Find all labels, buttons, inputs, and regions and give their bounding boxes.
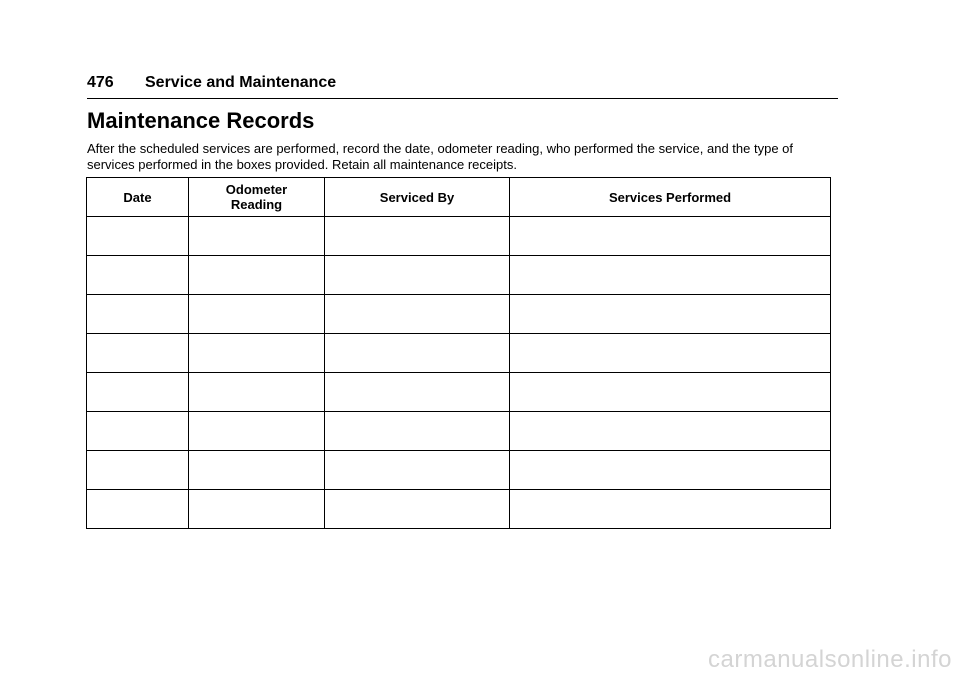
cell-services-performed — [510, 451, 831, 490]
cell-services-performed — [510, 490, 831, 529]
maintenance-records-table — [86, 177, 831, 529]
cell-services-performed — [510, 373, 831, 412]
cell-serviced-by — [325, 490, 510, 529]
page-number: 476 — [87, 74, 114, 91]
column-header-date — [87, 178, 189, 217]
cell-serviced-by — [325, 451, 510, 490]
cell-serviced-by — [325, 256, 510, 295]
cell-serviced-by — [325, 373, 510, 412]
column-header-services-performed — [510, 178, 831, 217]
column-header-label: Odometer — [225, 182, 288, 197]
column-header-label: Serviced By — [379, 189, 455, 205]
cell-date — [87, 334, 189, 373]
cell-odometer-reading — [189, 256, 325, 295]
cell-date — [87, 217, 189, 256]
intro-paragraph: After the scheduled services are performed, record the date, odometer reading, who performed the service, and the type of services performed in the boxes provided. Retain all maintenance receipts. — [87, 141, 793, 172]
cell-services-performed — [510, 334, 831, 373]
cell-serviced-by — [325, 334, 510, 373]
cell-services-performed — [510, 412, 831, 451]
column-header-odometer-reading — [189, 178, 325, 217]
cell-services-performed — [510, 295, 831, 334]
table-row — [87, 334, 831, 373]
table-row — [87, 217, 831, 256]
column-header-label: Date — [123, 189, 152, 205]
cell-date — [87, 256, 189, 295]
table-row — [87, 295, 831, 334]
cell-serviced-by — [325, 295, 510, 334]
cell-odometer-reading — [189, 334, 325, 373]
table-header-row — [87, 178, 831, 217]
table-body — [87, 217, 831, 529]
table-row — [87, 490, 831, 529]
cell-serviced-by — [325, 217, 510, 256]
cell-odometer-reading — [189, 373, 325, 412]
column-header-label: Services Performed — [608, 189, 732, 205]
page-header — [87, 72, 838, 99]
column-header-serviced-by — [325, 178, 510, 217]
table-row — [87, 412, 831, 451]
cell-date — [87, 373, 189, 412]
table-row — [87, 373, 831, 412]
cell-odometer-reading — [189, 217, 325, 256]
cell-services-performed — [510, 217, 831, 256]
watermark: carmanualsonline.info — [708, 646, 952, 673]
section-title: Maintenance Records — [87, 108, 315, 133]
cell-odometer-reading — [189, 490, 325, 529]
chapter-title: Service and Maintenance — [145, 74, 337, 91]
column-header-label: Reading — [230, 197, 283, 212]
cell-date — [87, 451, 189, 490]
cell-odometer-reading — [189, 412, 325, 451]
table-row — [87, 451, 831, 490]
cell-odometer-reading — [189, 451, 325, 490]
cell-services-performed — [510, 256, 831, 295]
cell-odometer-reading — [189, 295, 325, 334]
cell-date — [87, 490, 189, 529]
cell-date — [87, 295, 189, 334]
table-row — [87, 256, 831, 295]
cell-serviced-by — [325, 412, 510, 451]
cell-date — [87, 412, 189, 451]
